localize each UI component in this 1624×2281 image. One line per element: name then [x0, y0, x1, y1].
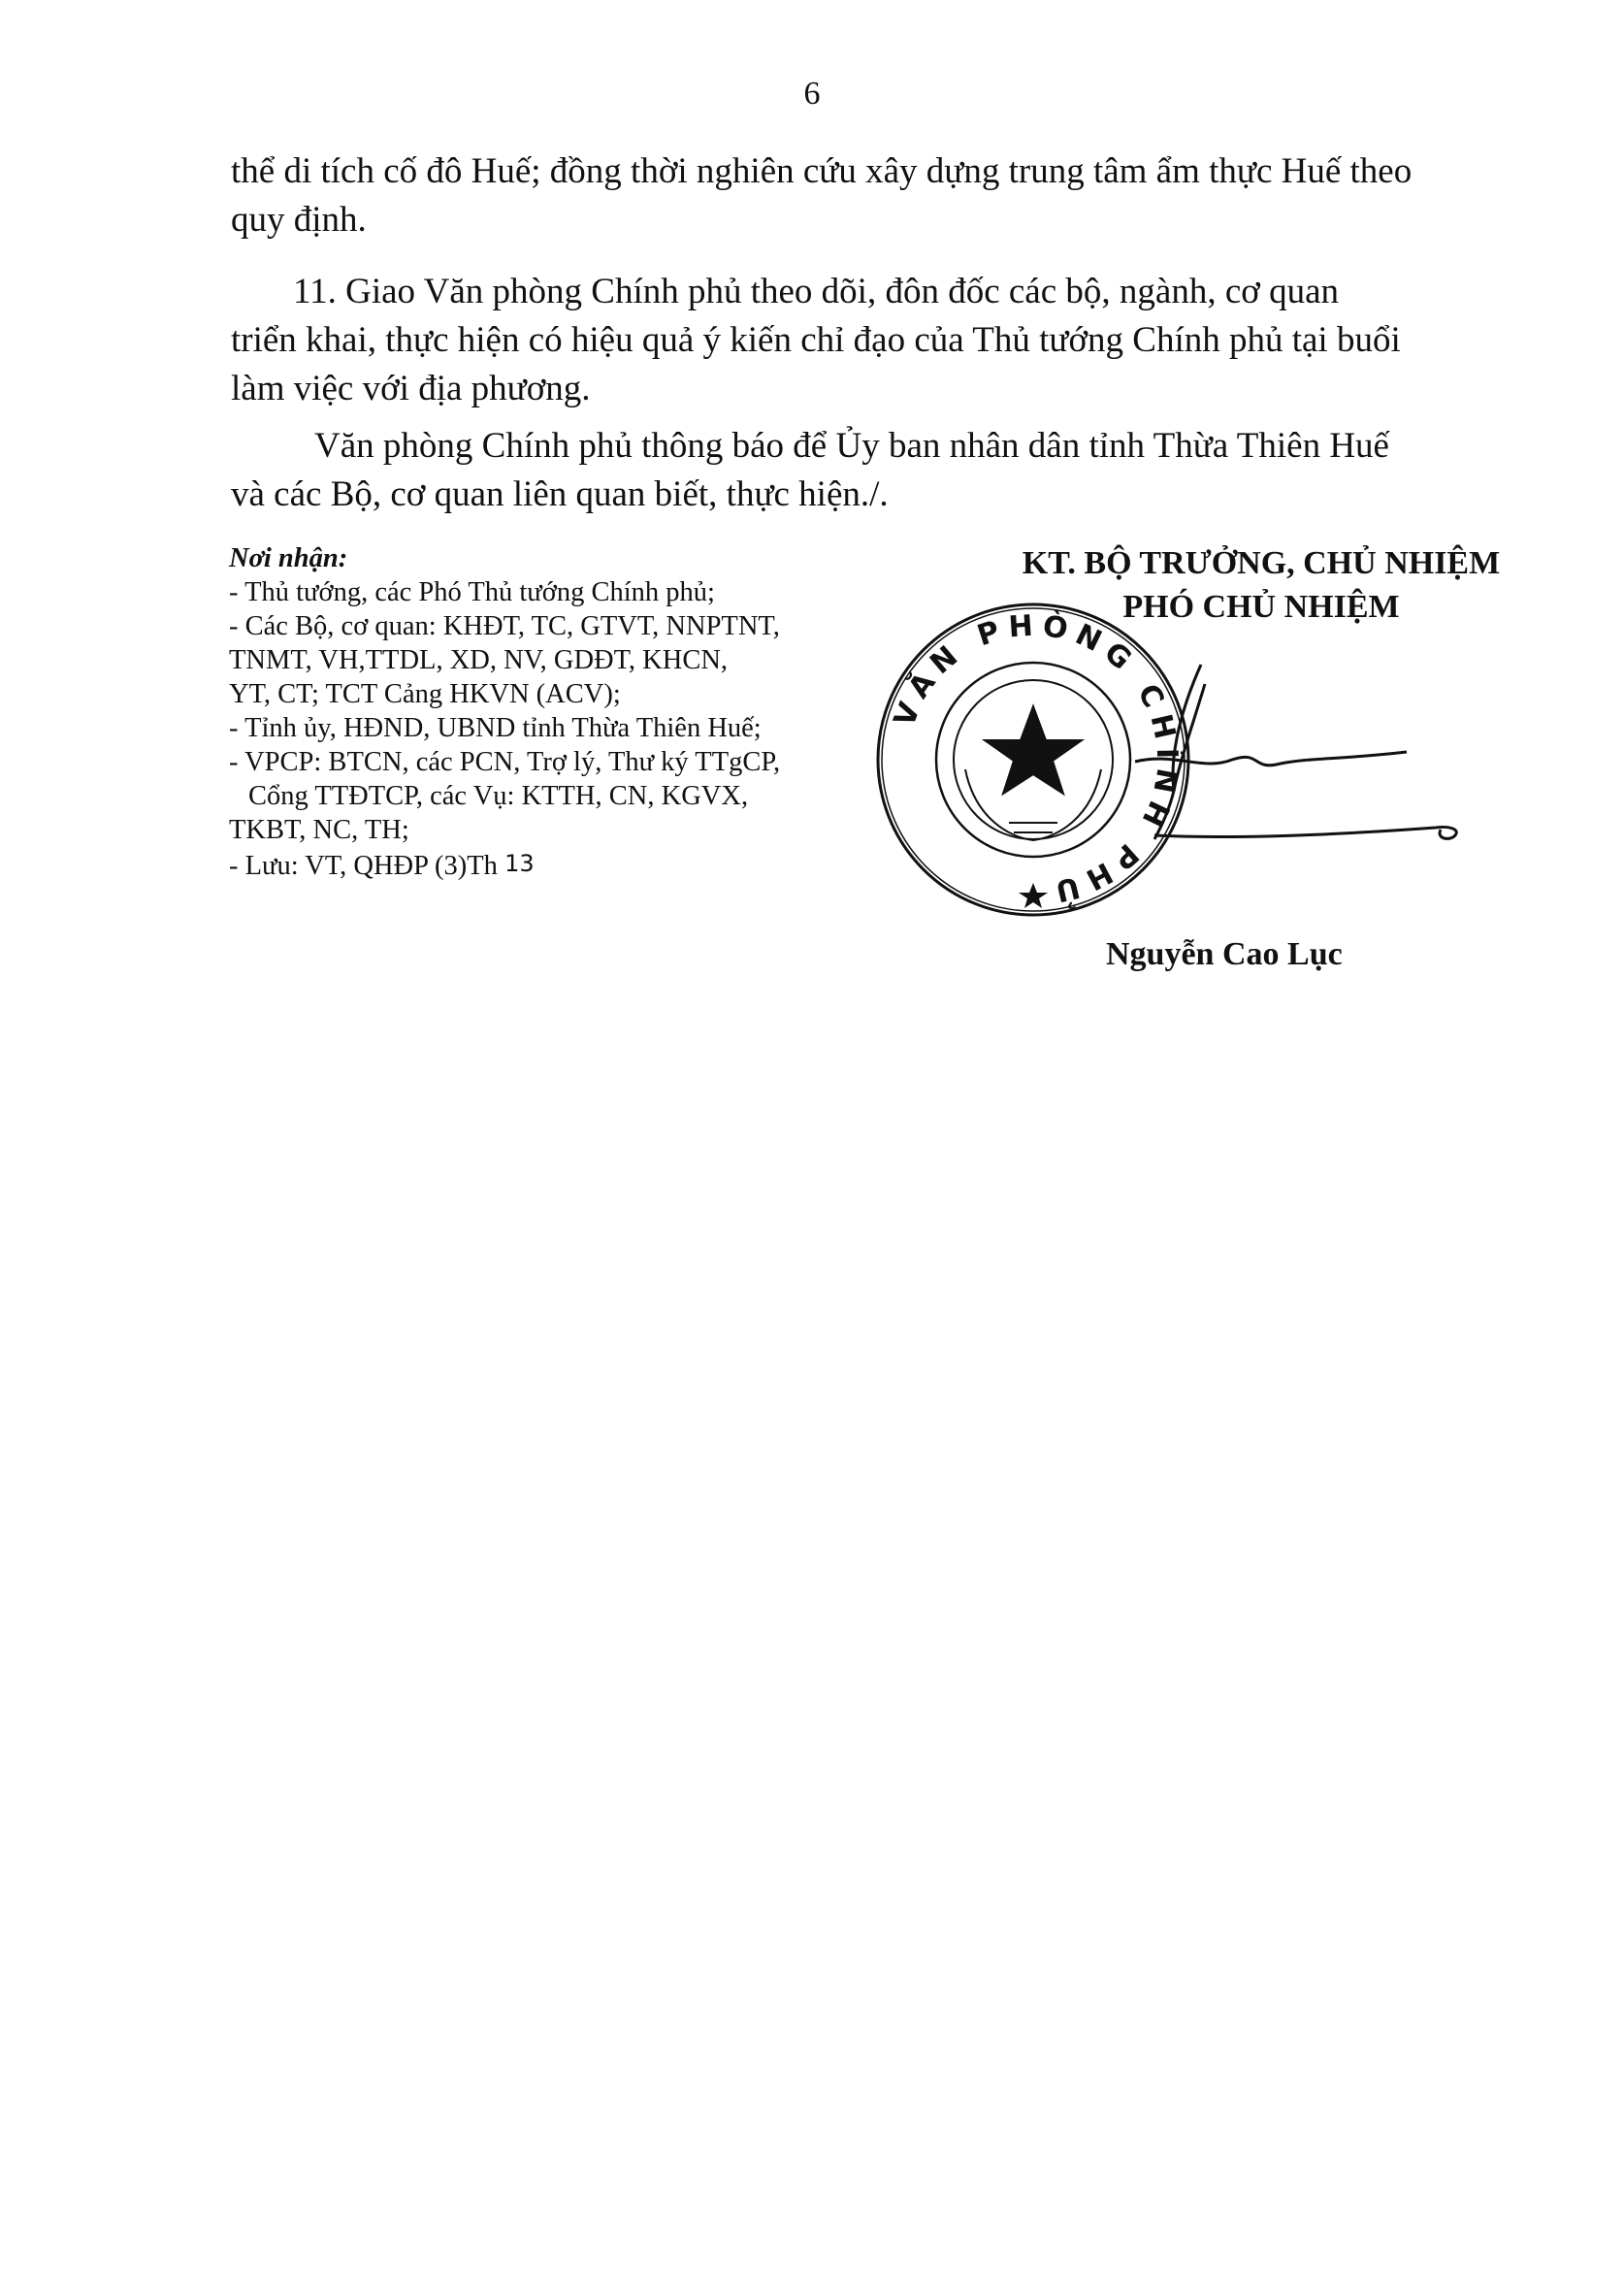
- recipient-line: - VPCP: BTCN, các PCN, Trợ lý, Thư ký TTgCP,: [229, 747, 781, 777]
- signature-title-line2: PHÓ CHỦ NHIỆM: [1122, 589, 1400, 625]
- emblem-icon: [954, 680, 1113, 840]
- recipient-line: - Thủ tướng, các Phó Thủ tướng Chính phủ;: [229, 577, 715, 607]
- recipient-line: TKBT, NC, TH;: [229, 815, 409, 845]
- handwritten-count: 13: [504, 850, 535, 877]
- paragraph-line: quy định.: [231, 200, 367, 240]
- recipients-heading: Nơi nhận:: [229, 543, 348, 573]
- paragraph-3: [231, 422, 1471, 519]
- recipient-storage-line: [229, 847, 889, 883]
- paragraph-line: và các Bộ, cơ quan liên quan biết, thực hiện./.: [231, 474, 889, 514]
- seal-bottom-star-icon: [1019, 883, 1048, 908]
- recipient-line: - Tỉnh ủy, HĐND, UBND tỉnh Thừa Thiên Huế;: [229, 713, 762, 743]
- recipient-line: - Lưu: VT, QHĐP (3)Th: [229, 851, 498, 881]
- handwritten-signature: [1116, 645, 1484, 878]
- signer-name: Nguyễn Cao Lục: [1106, 936, 1343, 972]
- recipients-block: [229, 541, 889, 883]
- recipient-line: Cổng TTĐTCP, các Vụ: KTTH, CN, KGVX,: [248, 781, 749, 811]
- paragraph-line: 11. Giao Văn phòng Chính phủ theo dõi, đôn đốc các bộ, ngành, cơ quan: [293, 272, 1339, 311]
- paragraph-2: [231, 268, 1471, 413]
- signature-title-line1: KT. BỘ TRƯỞNG, CHỦ NHIỆM: [1022, 545, 1501, 581]
- paragraph-line: làm việc với địa phương.: [231, 369, 591, 408]
- paragraph-line: Văn phòng Chính phủ thông báo để Ủy ban nhân dân tỉnh Thừa Thiên Huế: [314, 426, 1389, 466]
- recipient-line: - Các Bộ, cơ quan: KHĐT, TC, GTVT, NNPTNT,: [229, 611, 780, 641]
- page-number: 6: [803, 76, 821, 112]
- paragraph-line: triển khai, thực hiện có hiệu quả ý kiến chỉ đạo của Thủ tướng Chính phủ tại buổi: [231, 320, 1401, 360]
- recipient-line: YT, CT; TCT Cảng HKVN (ACV);: [229, 679, 621, 709]
- paragraph-1: [231, 147, 1471, 244]
- seal-text: VĂN PHÒNG CHÍNH PHỦ: [887, 608, 1185, 910]
- recipient-line: TNMT, VH,TTDL, XD, NV, GDĐT, KHCN,: [229, 645, 729, 675]
- paragraph-line: thể di tích cố đô Huế; đồng thời nghiên cứu xây dựng trung tâm ẩm thực Huế theo: [231, 151, 1413, 191]
